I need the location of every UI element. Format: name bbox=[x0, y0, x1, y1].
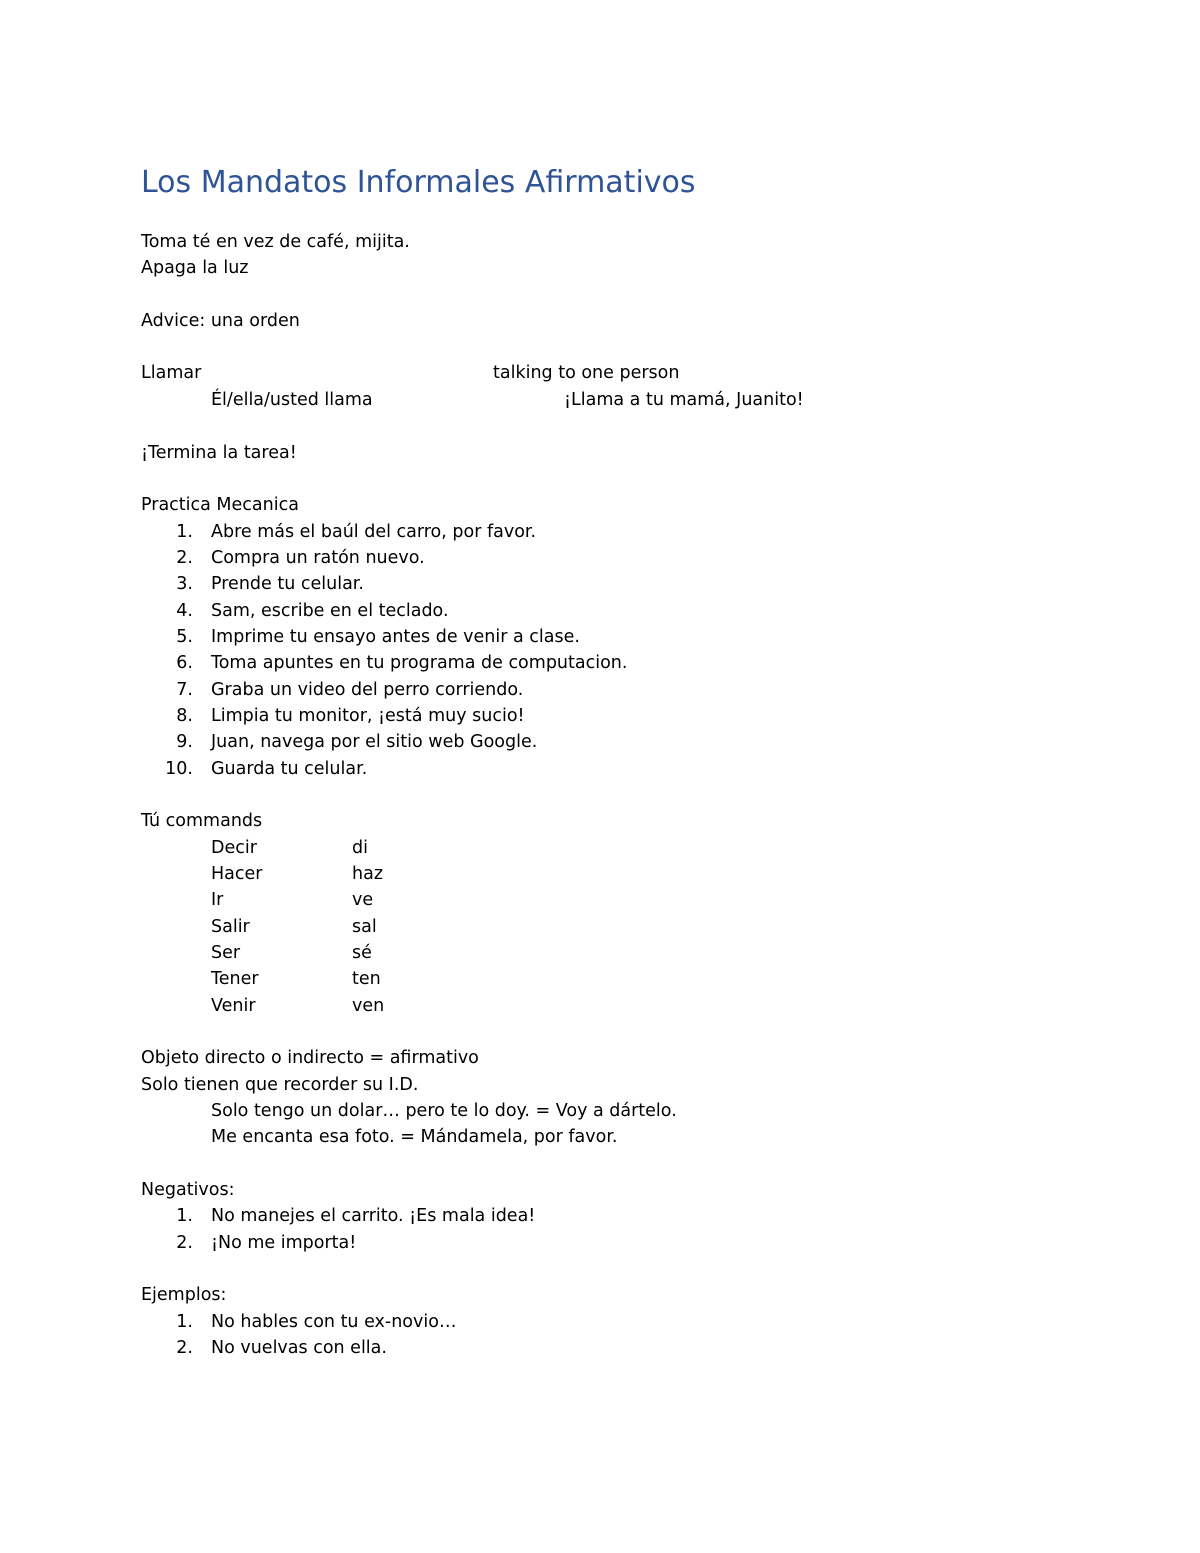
infinitive-cell: Tener bbox=[211, 969, 259, 989]
list-text: No vuelvas con ella. bbox=[211, 1338, 387, 1358]
intro-line-1: Toma té en vez de café, mijita. bbox=[141, 232, 410, 252]
list-text: Prende tu celular. bbox=[211, 574, 364, 594]
list-text: ¡No me importa! bbox=[211, 1233, 357, 1253]
ejemplos-heading: Ejemplos: bbox=[141, 1285, 227, 1305]
list-text: Toma apuntes en tu programa de computacion. bbox=[211, 653, 628, 673]
list-text: Sam, escribe en el teclado. bbox=[211, 601, 449, 621]
llamar-example: ¡Llama a tu mamá, Juanito! bbox=[564, 390, 804, 410]
list-text: Abre más el baúl del carro, por favor. bbox=[211, 522, 537, 542]
tu-commands-heading: Tú commands bbox=[141, 811, 263, 831]
objeto-example-1: Solo tengo un dolar… pero te lo doy. = Voy a dártelo. bbox=[211, 1101, 677, 1121]
infinitive-cell: Ir bbox=[211, 890, 224, 910]
llamar-verb: Llamar bbox=[141, 363, 202, 383]
list-number: 9. bbox=[176, 732, 193, 752]
list-number: 10. bbox=[165, 759, 193, 779]
list-number: 8. bbox=[176, 706, 193, 726]
list-number: 2. bbox=[176, 1338, 193, 1358]
list-number: 7. bbox=[176, 680, 193, 700]
infinitive-cell: Decir bbox=[211, 838, 257, 858]
list-number: 6. bbox=[176, 653, 193, 673]
advice-line: Advice: una orden bbox=[141, 311, 300, 331]
command-cell: ten bbox=[352, 969, 381, 989]
objeto-example-2: Me encanta esa foto. = Mándamela, por favor. bbox=[211, 1127, 618, 1147]
list-number: 3. bbox=[176, 574, 193, 594]
command-cell: ve bbox=[352, 890, 374, 910]
intro-line-2: Apaga la luz bbox=[141, 258, 249, 278]
list-text: Guarda tu celular. bbox=[211, 759, 368, 779]
list-number: 1. bbox=[176, 1206, 193, 1226]
list-number: 1. bbox=[176, 522, 193, 542]
list-text: No hables con tu ex-novio… bbox=[211, 1312, 457, 1332]
infinitive-cell: Ser bbox=[211, 943, 241, 963]
command-cell: sal bbox=[352, 917, 377, 937]
infinitive-cell: Venir bbox=[211, 996, 256, 1016]
termina-line: ¡Termina la tarea! bbox=[141, 443, 297, 463]
objeto-heading: Objeto directo o indirecto = afirmativo bbox=[141, 1048, 479, 1068]
infinitive-cell: Hacer bbox=[211, 864, 263, 884]
list-text: No manejes el carrito. ¡Es mala idea! bbox=[211, 1206, 536, 1226]
list-number: 2. bbox=[176, 1233, 193, 1253]
llamar-conjugation: Él/ella/usted llama bbox=[211, 390, 373, 410]
practica-heading: Practica Mecanica bbox=[141, 495, 299, 515]
objeto-line: Solo tienen que recorder su I.D. bbox=[141, 1075, 419, 1095]
list-text: Juan, navega por el sitio web Google. bbox=[211, 732, 538, 752]
list-number: 2. bbox=[176, 548, 193, 568]
llamar-note: talking to one person bbox=[493, 363, 680, 383]
list-number: 5. bbox=[176, 627, 193, 647]
command-cell: di bbox=[352, 838, 368, 858]
list-number: 4. bbox=[176, 601, 193, 621]
list-text: Limpia tu monitor, ¡está muy sucio! bbox=[211, 706, 525, 726]
list-text: Imprime tu ensayo antes de venir a clase. bbox=[211, 627, 580, 647]
list-text: Compra un ratón nuevo. bbox=[211, 548, 425, 568]
infinitive-cell: Salir bbox=[211, 917, 250, 937]
list-number: 1. bbox=[176, 1312, 193, 1332]
command-cell: ven bbox=[352, 996, 385, 1016]
command-cell: sé bbox=[352, 943, 372, 963]
negativos-heading: Negativos: bbox=[141, 1180, 235, 1200]
document-title: Los Mandatos Informales Afirmativos bbox=[141, 165, 696, 200]
list-text: Graba un video del perro corriendo. bbox=[211, 680, 524, 700]
command-cell: haz bbox=[352, 864, 384, 884]
